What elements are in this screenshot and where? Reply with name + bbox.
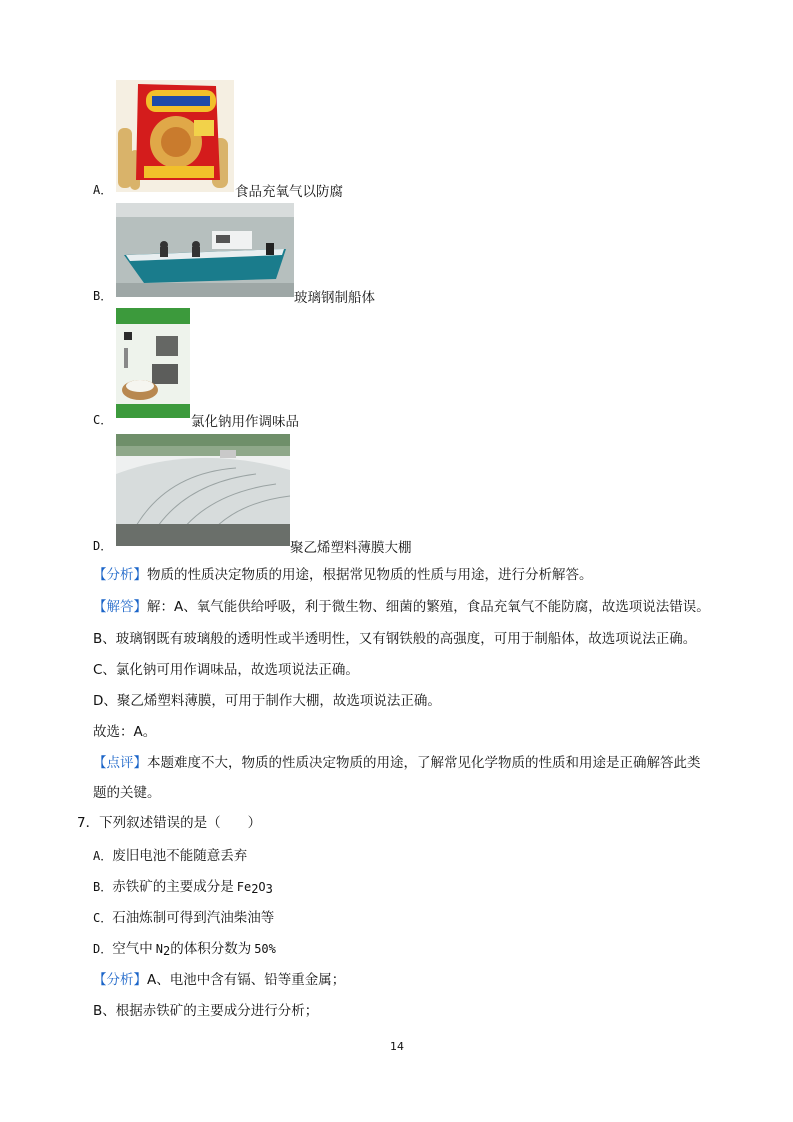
q7-option-a-letter: A． bbox=[93, 849, 113, 863]
analysis-text: 物质的性质决定物质的用途，根据常见物质的性质与用途，进行分析解答。 bbox=[147, 567, 593, 583]
option-c bbox=[93, 411, 112, 428]
q7-analysis-tag: 【分析】 bbox=[93, 972, 147, 988]
answer-tag: 【解答】 bbox=[93, 599, 147, 615]
q7-option-b bbox=[93, 875, 273, 896]
fe-symbol: Fe bbox=[236, 880, 252, 894]
comment-tag: 【点评】 bbox=[93, 755, 147, 771]
analysis-line bbox=[93, 563, 593, 583]
answer-line-3: C、氯化钠可用作调味品，故选项说法正确。 bbox=[93, 662, 359, 678]
option-a-text: 食品充氧气以防腐 bbox=[235, 184, 343, 200]
o-subscript: 3 bbox=[265, 882, 273, 896]
page-number: 14 bbox=[390, 1040, 404, 1053]
q7-analysis-text-1: A、电池中含有镉、铅等重金属； bbox=[147, 972, 346, 988]
q7-option-d-text-post: 的体积分数为 bbox=[170, 941, 252, 957]
option-d-letter: D． bbox=[93, 539, 113, 553]
snack-bag-photo bbox=[116, 80, 234, 192]
q7-option-c-letter: C． bbox=[93, 911, 113, 925]
answer-line-1 bbox=[93, 595, 710, 615]
answer-text-1: 解：A、氧气能供给呼吸，利于微生物、细菌的繁殖，食品充氧气不能防腐，故选项说法错误。 bbox=[147, 599, 710, 615]
option-d-text: 聚乙烯塑料薄膜大棚 bbox=[290, 540, 412, 556]
question-7-stem: 7．下列叙述错误的是（ ） bbox=[77, 815, 262, 831]
comment-line-2: 题的关键。 bbox=[93, 785, 161, 801]
comment-line-1 bbox=[93, 751, 701, 771]
greenhouse-photo bbox=[116, 434, 290, 546]
q7-option-d-text-pre: 空气中 bbox=[112, 941, 153, 957]
q7-analysis-line-1 bbox=[93, 968, 345, 988]
option-a bbox=[93, 181, 112, 198]
q7-option-c-text: 石油炼制可得到汽油柴油等 bbox=[112, 910, 275, 926]
option-a-letter: A． bbox=[93, 183, 113, 197]
n-subscript: 2 bbox=[162, 944, 171, 958]
option-c-text: 氯化钠用作调味品 bbox=[191, 414, 299, 430]
n-symbol: N bbox=[155, 942, 163, 956]
answer-line-4: D、聚乙烯塑料薄膜，可用于制作大棚，故选项说法正确。 bbox=[93, 693, 441, 709]
option-b bbox=[93, 287, 112, 304]
answer-choice: 故选：A。 bbox=[93, 724, 157, 740]
q7-option-d-letter: D． bbox=[93, 942, 113, 956]
q7-option-b-letter: B． bbox=[93, 880, 113, 894]
q7-option-d bbox=[93, 937, 276, 958]
q7-option-a-text: 废旧电池不能随意丢弃 bbox=[112, 848, 248, 864]
option-d bbox=[93, 537, 112, 554]
answer-line-2: B、玻璃钢既有玻璃般的透明性或半透明性，又有钢铁般的高强度，可用于制船体，故选项说法正确。 bbox=[93, 631, 697, 647]
option-c-letter: C． bbox=[93, 413, 113, 427]
option-b-text: 玻璃钢制船体 bbox=[294, 290, 375, 306]
boat-photo bbox=[116, 203, 294, 297]
option-b-letter: B． bbox=[93, 289, 113, 303]
o-symbol: O bbox=[258, 880, 266, 894]
q7-option-a bbox=[93, 844, 247, 864]
fe-subscript: 2 bbox=[251, 882, 259, 896]
comment-text-1: 本题难度不大，物质的性质决定物质的用途，了解常见化学物质的性质和用途是正确解答此类 bbox=[147, 755, 701, 771]
q7-option-c bbox=[93, 906, 274, 926]
analysis-tag: 【分析】 bbox=[93, 567, 147, 583]
q7-option-d-value: 50% bbox=[254, 942, 276, 956]
salt-package-photo bbox=[116, 308, 190, 418]
q7-option-b-text: 赤铁矿的主要成分是 bbox=[112, 879, 234, 895]
q7-analysis-line-2: B、根据赤铁矿的主要成分进行分析； bbox=[93, 1003, 319, 1019]
